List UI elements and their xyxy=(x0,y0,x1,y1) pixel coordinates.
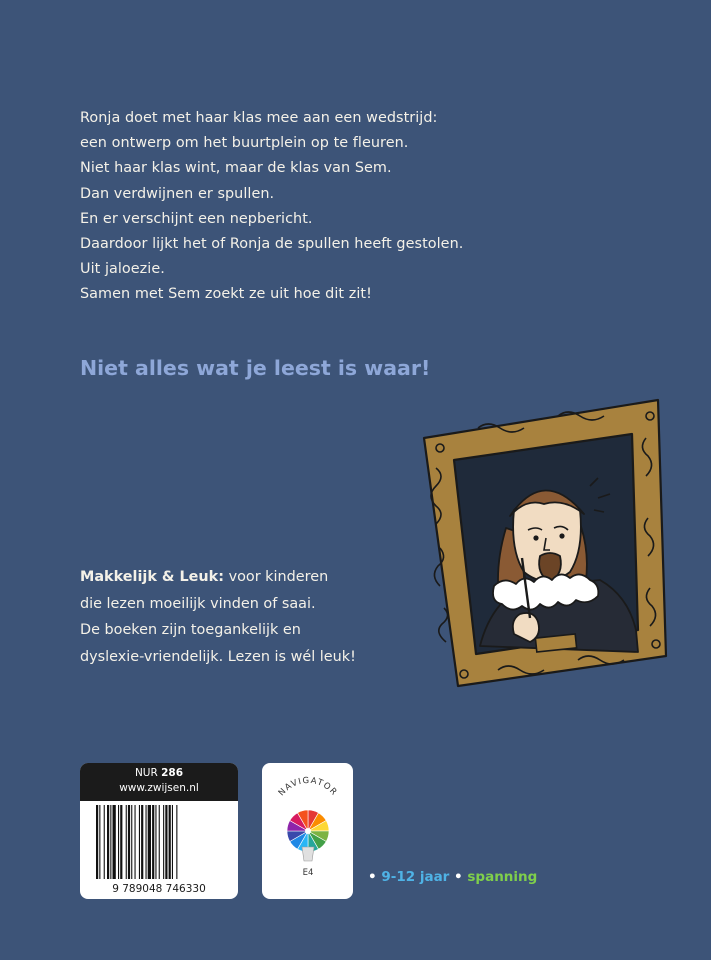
barcode-block xyxy=(80,763,238,899)
navigator-wheel-icon xyxy=(262,763,353,899)
framed-portrait-illustration xyxy=(418,398,668,688)
series-name: Makkelijk & Leuk: xyxy=(80,569,224,585)
nur-value: 286 xyxy=(161,767,184,779)
series-line: De boeken zijn toegankelijk en xyxy=(80,622,301,638)
isbn-digits: 9 789048 746330 xyxy=(112,883,206,895)
bullet-icon: • xyxy=(454,869,463,885)
blurb-line: een ontwerp om het buurtplein op te fleuren. xyxy=(80,135,409,152)
nur-label: NUR xyxy=(134,767,158,779)
publisher-website: www.zwijsen.nl xyxy=(119,782,199,794)
navigator-label: NAVIGATOR xyxy=(276,775,340,799)
blurb-line: Daardoor lijkt het of Ronja de spullen heeft gestolen. xyxy=(80,236,464,253)
back-cover-blurb xyxy=(80,106,550,308)
blurb-line: Dan verdwijnen er spullen. xyxy=(80,185,275,202)
genre-label: spanning xyxy=(467,869,538,885)
blurb-line: Ronja doet met haar klas mee aan een wedstrijd: xyxy=(80,110,438,126)
book-meta xyxy=(368,869,537,885)
navigator-level: E4 xyxy=(302,868,314,878)
tagline: Niet alles wat je leest is waar! xyxy=(80,356,431,380)
series-line: voor kinderen xyxy=(228,569,329,585)
blurb-line: Samen met Sem zoekt ze uit hoe dit zit! xyxy=(80,286,372,303)
blurb-line: En er verschijnt een nepbericht. xyxy=(80,210,313,227)
series-line: dyslexie-vriendelijk. Lezen is wél leuk! xyxy=(80,648,356,665)
blurb-line: Uit jaloezie. xyxy=(80,261,165,278)
blurb-line: Niet haar klas wint, maar de klas van Sem. xyxy=(80,160,392,177)
barcode-icon xyxy=(86,803,232,895)
age-range: 9-12 jaar xyxy=(381,869,450,885)
barcode-header xyxy=(80,763,238,801)
series-line: die lezen moeilijk vinden of saai. xyxy=(80,595,316,612)
navigator-badge xyxy=(262,763,353,899)
svg-text:NAVIGATOR xyxy=(277,776,339,798)
bullet-icon: • xyxy=(368,869,377,885)
series-description xyxy=(80,564,410,670)
